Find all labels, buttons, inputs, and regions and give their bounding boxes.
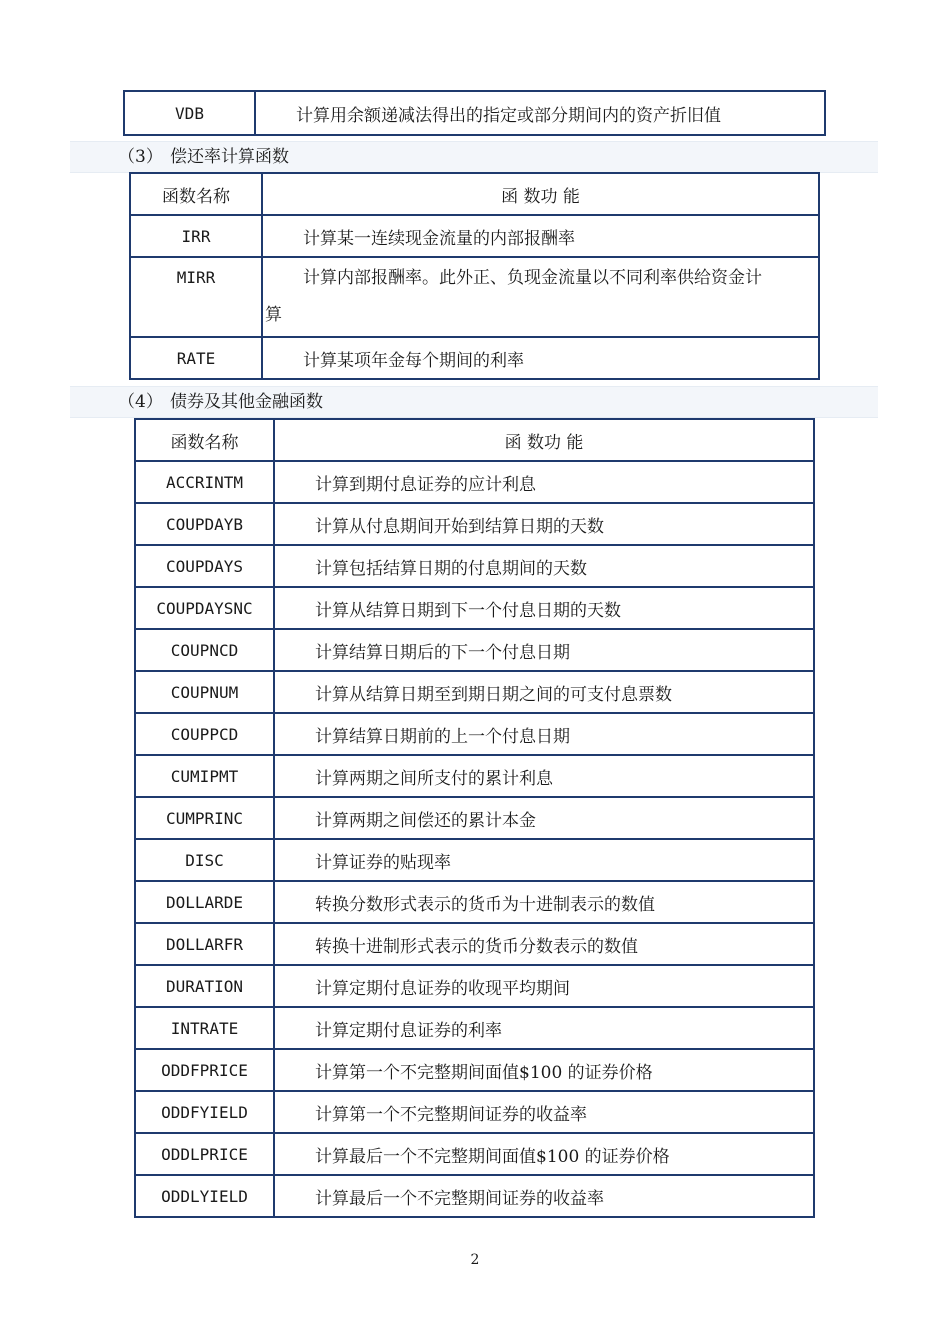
function-name: MIRR [130, 257, 262, 337]
table-row [135, 545, 814, 587]
column-header-name: 函数名称 [130, 173, 262, 215]
description-line: 计算内部报酬率。此外正、负现金流量以不同利率供给资金计 [303, 268, 762, 288]
table-header-row [130, 173, 819, 215]
function-description: 计算从结算日期到下一个付息日期的天数 [274, 587, 814, 629]
table-row [130, 337, 819, 379]
function-name: DOLLARDE [135, 881, 274, 923]
function-description: 计算最后一个不完整期间证券的收益率 [274, 1175, 814, 1217]
function-description: 计算定期付息证券的收现平均期间 [274, 965, 814, 1007]
table-row [135, 503, 814, 545]
function-description: 计算结算日期前的上一个付息日期 [274, 713, 814, 755]
table-row [135, 881, 814, 923]
function-description: 计算从结算日期至到期日期之间的可支付息票数 [274, 671, 814, 713]
function-description: 转换十进制形式表示的货币分数表示的数值 [274, 923, 814, 965]
function-description: 计算某一连续现金流量的内部报酬率 [262, 215, 819, 257]
column-header-name: 函数名称 [135, 419, 274, 461]
table-row [135, 461, 814, 503]
function-name: COUPPCD [135, 713, 274, 755]
function-name: DOLLARFR [135, 923, 274, 965]
table-row [135, 671, 814, 713]
description-line: 算 [265, 305, 282, 325]
function-name: COUPNUM [135, 671, 274, 713]
section-number: （3） [118, 147, 163, 167]
function-name: ODDFYIELD [135, 1091, 274, 1133]
function-name: CUMPRINC [135, 797, 274, 839]
column-header-function: 函 数功 能 [274, 419, 814, 461]
table-row [135, 797, 814, 839]
function-description: 计算到期付息证券的应计利息 [274, 461, 814, 503]
table-row [135, 965, 814, 1007]
table-row [135, 629, 814, 671]
table-row [135, 1007, 814, 1049]
function-description [262, 257, 819, 337]
function-name: COUPDAYB [135, 503, 274, 545]
table-row [135, 1091, 814, 1133]
section-title: 偿还率计算函数 [170, 147, 289, 167]
function-description: 计算定期付息证券的利率 [274, 1007, 814, 1049]
function-description: 计算两期之间偿还的累计本金 [274, 797, 814, 839]
function-name: INTRATE [135, 1007, 274, 1049]
function-description: 计算两期之间所支付的累计利息 [274, 755, 814, 797]
table-row [135, 587, 814, 629]
function-description: 计算证券的贴现率 [274, 839, 814, 881]
table-row [130, 215, 819, 257]
function-name: CUMIPMT [135, 755, 274, 797]
table-row [135, 1133, 814, 1175]
function-description: 计算从付息期间开始到结算日期的天数 [274, 503, 814, 545]
table-row [130, 257, 819, 337]
vdb-table [123, 90, 826, 136]
function-name: VDB [124, 91, 255, 135]
function-description: 转换分数形式表示的货币为十进制表示的数值 [274, 881, 814, 923]
table-header-row [135, 419, 814, 461]
function-name: ACCRINTM [135, 461, 274, 503]
function-description: 计算最后一个不完整期间面值$100 的证券价格 [274, 1133, 814, 1175]
function-name: DISC [135, 839, 274, 881]
function-name: COUPDAYS [135, 545, 274, 587]
function-description: 计算包括结算日期的付息期间的天数 [274, 545, 814, 587]
column-header-function: 函 数功 能 [262, 173, 819, 215]
section-number: （4） [118, 392, 163, 412]
table-row [135, 1049, 814, 1091]
table-row [135, 839, 814, 881]
function-name: ODDFPRICE [135, 1049, 274, 1091]
function-name: COUPNCD [135, 629, 274, 671]
function-description: 计算第一个不完整期间面值$100 的证券价格 [274, 1049, 814, 1091]
table-row [135, 923, 814, 965]
section-4-heading [70, 386, 878, 418]
function-name: ODDLPRICE [135, 1133, 274, 1175]
table-row [135, 755, 814, 797]
function-name: COUPDAYSNC [135, 587, 274, 629]
table-row [124, 91, 825, 135]
section-title: 债券及其他金融函数 [170, 392, 323, 412]
table-row [135, 1175, 814, 1217]
function-description: 计算结算日期后的下一个付息日期 [274, 629, 814, 671]
page-number: 2 [470, 1252, 480, 1268]
bond-functions-table [134, 418, 815, 1218]
function-name: ODDLYIELD [135, 1175, 274, 1217]
function-description: 计算某项年金每个期间的利率 [262, 337, 819, 379]
table-row [135, 713, 814, 755]
function-name: IRR [130, 215, 262, 257]
function-description: 计算第一个不完整期间证券的收益率 [274, 1091, 814, 1133]
function-description: 计算用余额递减法得出的指定或部分期间内的资产折旧值 [255, 91, 825, 135]
section-3-heading [70, 141, 878, 173]
function-name: DURATION [135, 965, 274, 1007]
repayment-rate-table [129, 172, 820, 380]
function-name: RATE [130, 337, 262, 379]
